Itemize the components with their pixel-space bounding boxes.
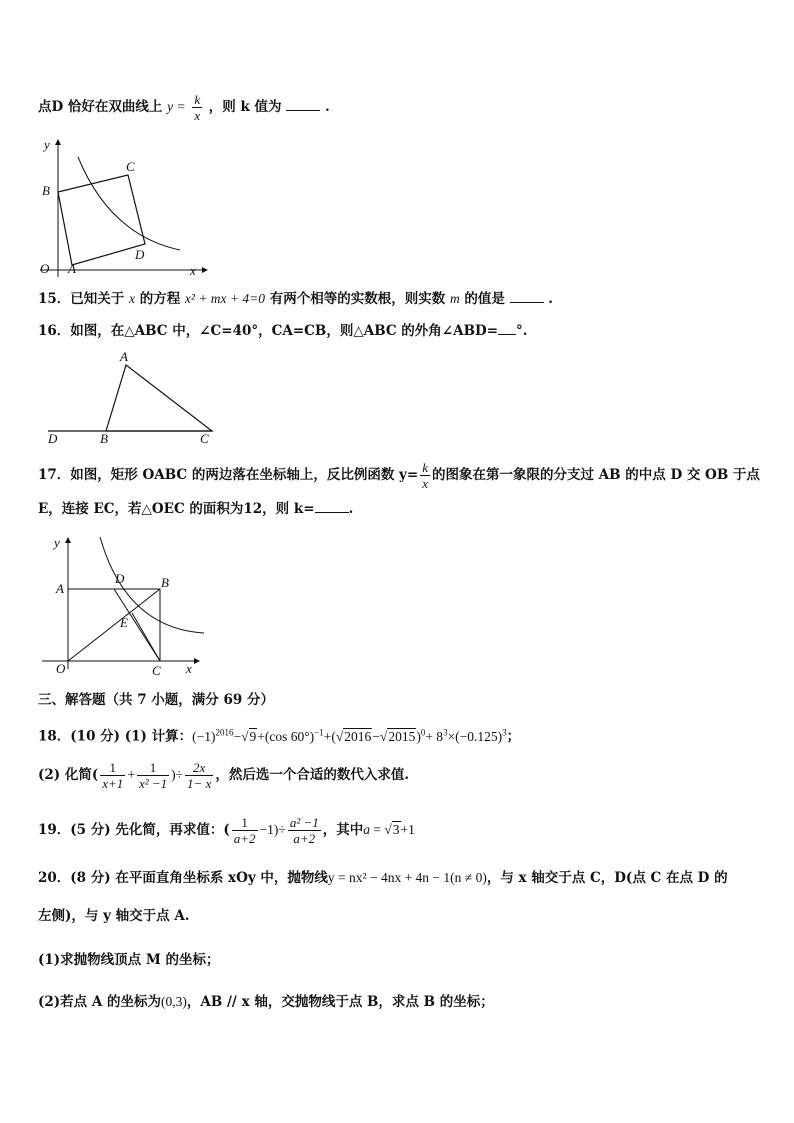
label-x: x: [186, 661, 192, 676]
figure-q14: [30, 135, 210, 283]
q17-line2: E，连接 EC，若△OEC 的面积为12，则 k= .: [38, 498, 353, 519]
label-D: D: [48, 431, 58, 445]
sqrt-expression: √3+1: [384, 822, 415, 837]
label-C: C: [126, 159, 135, 174]
section-title: 三、解答题（共 7 小题，满分 69 分）: [38, 692, 274, 708]
segment-EC: [132, 613, 160, 661]
triangle-ABC: [106, 365, 212, 431]
fraction: $\frac{1}{\text{x² −1}}$: [138, 760, 168, 791]
q20-line1: 20．(8 分) 在平面直角坐标系 xOy 中，抛物线y = nx² − 4nx + 4n − 1(n ≠ 0)，与 x 轴交于点 C，D(点 C 在点 D 的: [38, 870, 728, 886]
label-x: x: [190, 263, 196, 278]
q14-fraction: $\frac{k}{x}$: [194, 92, 201, 123]
fraction: $\frac{2x}{1- x}$: [187, 760, 212, 791]
q18-part1: 18．(10 分) (1) 计算：$(-1)^{2016}-√9+(\cos$ $60^\circ)^{-1}+(√2016-√2015)^0+ 8^3\times(-0.125)^3$；: [38, 727, 521, 745]
fraction: $\frac{\text{a² −1}}{a+2}$: [289, 815, 319, 846]
label-B: B: [42, 183, 50, 198]
q20-sub2: (2)若点 A 的坐标为(0,3)，AB // x 轴，交抛物线于点 B，求点 B 的坐标；: [38, 994, 494, 1010]
q16-line: 16．如图，在△ABC 中，∠C=40°，CA=CB，则△ABC 的外角∠ABD= °.: [38, 320, 527, 341]
label-A: A: [120, 349, 128, 364]
label-B: B: [161, 575, 169, 590]
label-D: D: [115, 571, 125, 586]
label-D: D: [135, 247, 145, 262]
label-E: E: [120, 615, 128, 630]
label-y: y: [54, 535, 60, 550]
q15-line: 15．已知关于 x 的方程 x² + mx + 4=0 有两个相等的实数根，则实数 m 的值是 .: [38, 288, 553, 309]
fraction: $\frac{1}{a+2}$: [233, 815, 256, 846]
label-B: B: [100, 431, 108, 445]
answer-blank: [498, 320, 516, 335]
figure-q16: [40, 347, 225, 445]
label-C: C: [200, 431, 209, 445]
q20-sub1: (1)求抛物线顶点 M 的坐标；: [38, 952, 220, 968]
label-O: O: [40, 261, 50, 276]
answer-blank: [510, 288, 544, 303]
figure-q17: [36, 533, 206, 679]
label-C: C: [152, 663, 161, 678]
label-A: A: [56, 581, 64, 596]
label-O: O: [56, 661, 66, 676]
q17-line1: 17．如图，矩形 OABC 的两边落在坐标轴上，反比例函数 y= $\frac{k}{x}$ 的图象在第一象限的分支过 AB 的中点 D 交 OB 于点: [38, 460, 760, 491]
q18-part2: (2) 化简( $\frac{1}{x+1}$ + $\frac{1}{\text{x² −1}}$ )÷ $\frac{2x}{1- x}$ ，然后选一个合适的数代入求值.: [38, 760, 410, 791]
q20-line2: 左侧)，与 y 轴交于点 A.: [38, 908, 190, 924]
answer-blank: [315, 498, 349, 513]
answer-blank: [286, 96, 320, 111]
q19-line: 19．(5 分) 先化简，再求值：( $\frac{1}{a+2}$ −1)÷ $\frac{\text{a² −1}}{a+2}$ ，其中a = √3+1: [38, 815, 415, 846]
label-A: A: [68, 261, 76, 276]
q18-expression: $(-1)^{2016}-√9+(\cos$ $60^\circ)^{-1}+(√2016-√2015)^0+ 8^3\times(-0.125)^3$: [192, 727, 507, 744]
square-ABCD: [58, 175, 145, 265]
fraction: $\frac{1}{x+1}$: [102, 760, 124, 791]
q17-fraction: $\frac{k}{x}$: [422, 460, 428, 491]
q14-line: 点D 恰好在双曲线上 y = $\frac{k}{x}$ ，则 k 值为 .: [38, 92, 330, 123]
segment-OB: [68, 589, 160, 661]
label-y: y: [44, 137, 50, 152]
